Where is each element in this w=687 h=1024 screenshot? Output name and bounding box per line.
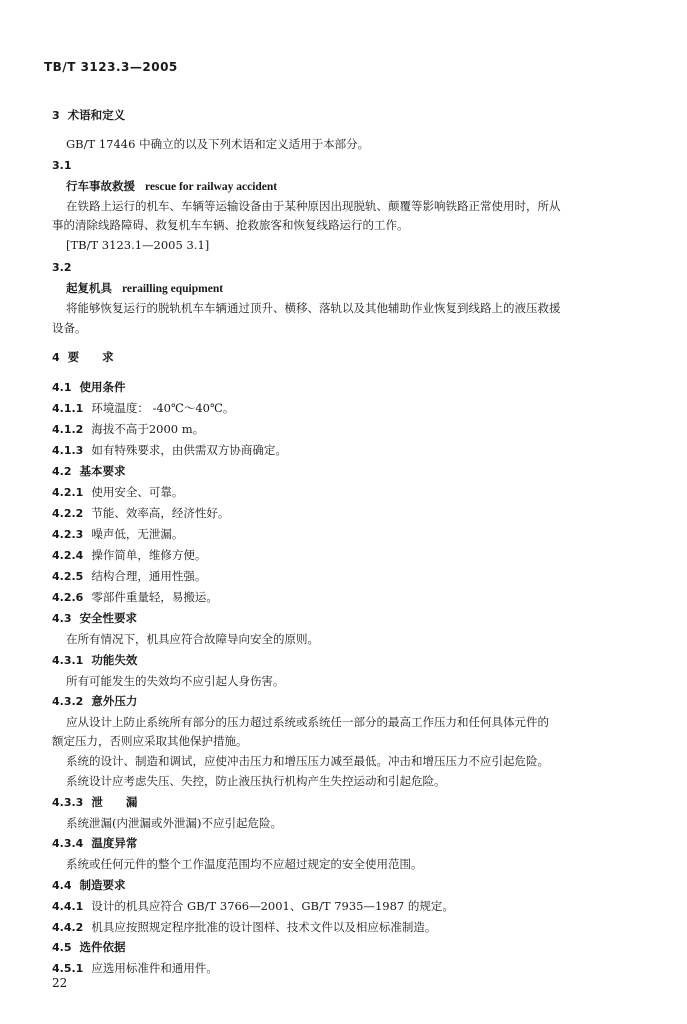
clause-3-2-definition-line-2: 设备。	[52, 321, 87, 335]
clause-4-4-heading: 4.4 制造要求	[52, 878, 126, 892]
clause-4-3-3-text: 系统泄漏(内泄漏或外泄漏)不应引起危险。	[66, 816, 282, 830]
clause-4-1-1: 4.1.1 环境温度： -40℃～40℃。	[52, 401, 235, 415]
clause-4-3-2-para-1-line-1: 应从设计上防止系统所有部分的压力超过系统或系统任一部分的最高工作压力和任何具体元件的	[66, 715, 549, 729]
standard-code-header: TB/T 3123.3—2005	[44, 60, 178, 74]
clause-4-2-2: 4.2.2 节能、效率高，经济性好。	[52, 506, 230, 520]
clause-4-2-5: 4.2.5 结构合理，通用性强。	[52, 569, 207, 583]
clause-4-2-heading: 4.2 基本要求	[52, 464, 126, 478]
clause-4-3-2-para-1-line-2: 额定压力，否则应采取其他保护措施。	[52, 734, 248, 748]
clause-4-3-2-para-2: 系统的设计、制造和调试，应使冲击压力和增压压力减至最低。冲击和增压压力不应引起危险。	[66, 754, 549, 768]
clause-4-2-6: 4.2.6 零部件重量轻，易搬运。	[52, 590, 218, 604]
clause-4-4-2: 4.4.2 机具应按照规定程序批准的设计图样、技术文件以及相应标准制造。	[52, 920, 437, 934]
clause-4-4-1: 4.4.1 设计的机具应符合 GB/T 3766—2001、GB/T 7935—1987 的规定。	[52, 899, 454, 913]
section-4-heading: 4 要 求	[52, 350, 114, 364]
clause-4-3-heading: 4.3 安全性要求	[52, 611, 137, 625]
clause-4-5-heading: 4.5 选件依据	[52, 940, 126, 954]
clause-4-1-2: 4.1.2 海拔不高于2000 m。	[52, 422, 205, 436]
clause-4-2-1: 4.2.1 使用安全、可靠。	[52, 485, 184, 499]
clause-3-1-number: 3.1	[52, 159, 72, 172]
section-3-intro: GB/T 17446 中确立的以及下列术语和定义适用于本部分。	[66, 137, 370, 151]
clause-4-1-heading: 4.1 使用条件	[52, 380, 126, 394]
clause-3-2-number: 3.2	[52, 261, 72, 274]
clause-4-3-intro: 在所有情况下，机具应符合故障导向安全的原则。	[66, 632, 319, 646]
clause-4-3-1-heading: 4.3.1 功能失效	[52, 653, 138, 667]
clause-3-1-definition-line-2: 事的清除线路障碍、救复机车车辆、抢救旅客和恢复线路运行的工作。	[52, 218, 409, 232]
clause-4-1-3: 4.1.3 如有特殊要求，由供需双方协商确定。	[52, 443, 287, 457]
section-3-heading: 3 术语和定义	[52, 108, 126, 122]
page-number: 22	[52, 976, 68, 990]
clause-4-3-3-heading: 4.3.3 泄 漏	[52, 795, 138, 809]
clause-3-1-definition-line-1: 在铁路上运行的机车、车辆等运输设备由于某种原因出现脱轨、颠覆等影响铁路正常使用时，所从	[66, 199, 561, 213]
clause-4-2-4: 4.2.4 操作简单，维修方便。	[52, 548, 207, 562]
clause-4-3-4-text: 系统或任何元件的整个工作温度范围均不应超过规定的安全使用范围。	[66, 857, 423, 871]
clause-4-3-1-text: 所有可能发生的失效均不应引起人身伤害。	[66, 674, 285, 688]
clause-3-2-term: 起复机具 rerailling equipment	[66, 281, 224, 295]
clause-4-5-1: 4.5.1 应选用标准件和通用件。	[52, 961, 218, 975]
clause-3-1-term: 行车事故救援 rescue for railway accident	[66, 179, 278, 193]
clause-4-2-3: 4.2.3 噪声低，无泄漏。	[52, 527, 184, 541]
clause-4-3-2-para-3: 系统设计应考虑失压、失控，防止液压执行机构产生失控运动和引起危险。	[66, 774, 446, 788]
clause-4-3-4-heading: 4.3.4 温度异常	[52, 836, 138, 850]
clause-3-1-reference: [TB/T 3123.1—2005 3.1]	[66, 238, 210, 252]
clause-3-2-definition-line-1: 将能够恢复运行的脱轨机车车辆通过顶升、横移、落轨以及其他辅助作业恢复到线路上的液压救援	[66, 301, 561, 315]
clause-4-3-2-heading: 4.3.2 意外压力	[52, 694, 138, 708]
